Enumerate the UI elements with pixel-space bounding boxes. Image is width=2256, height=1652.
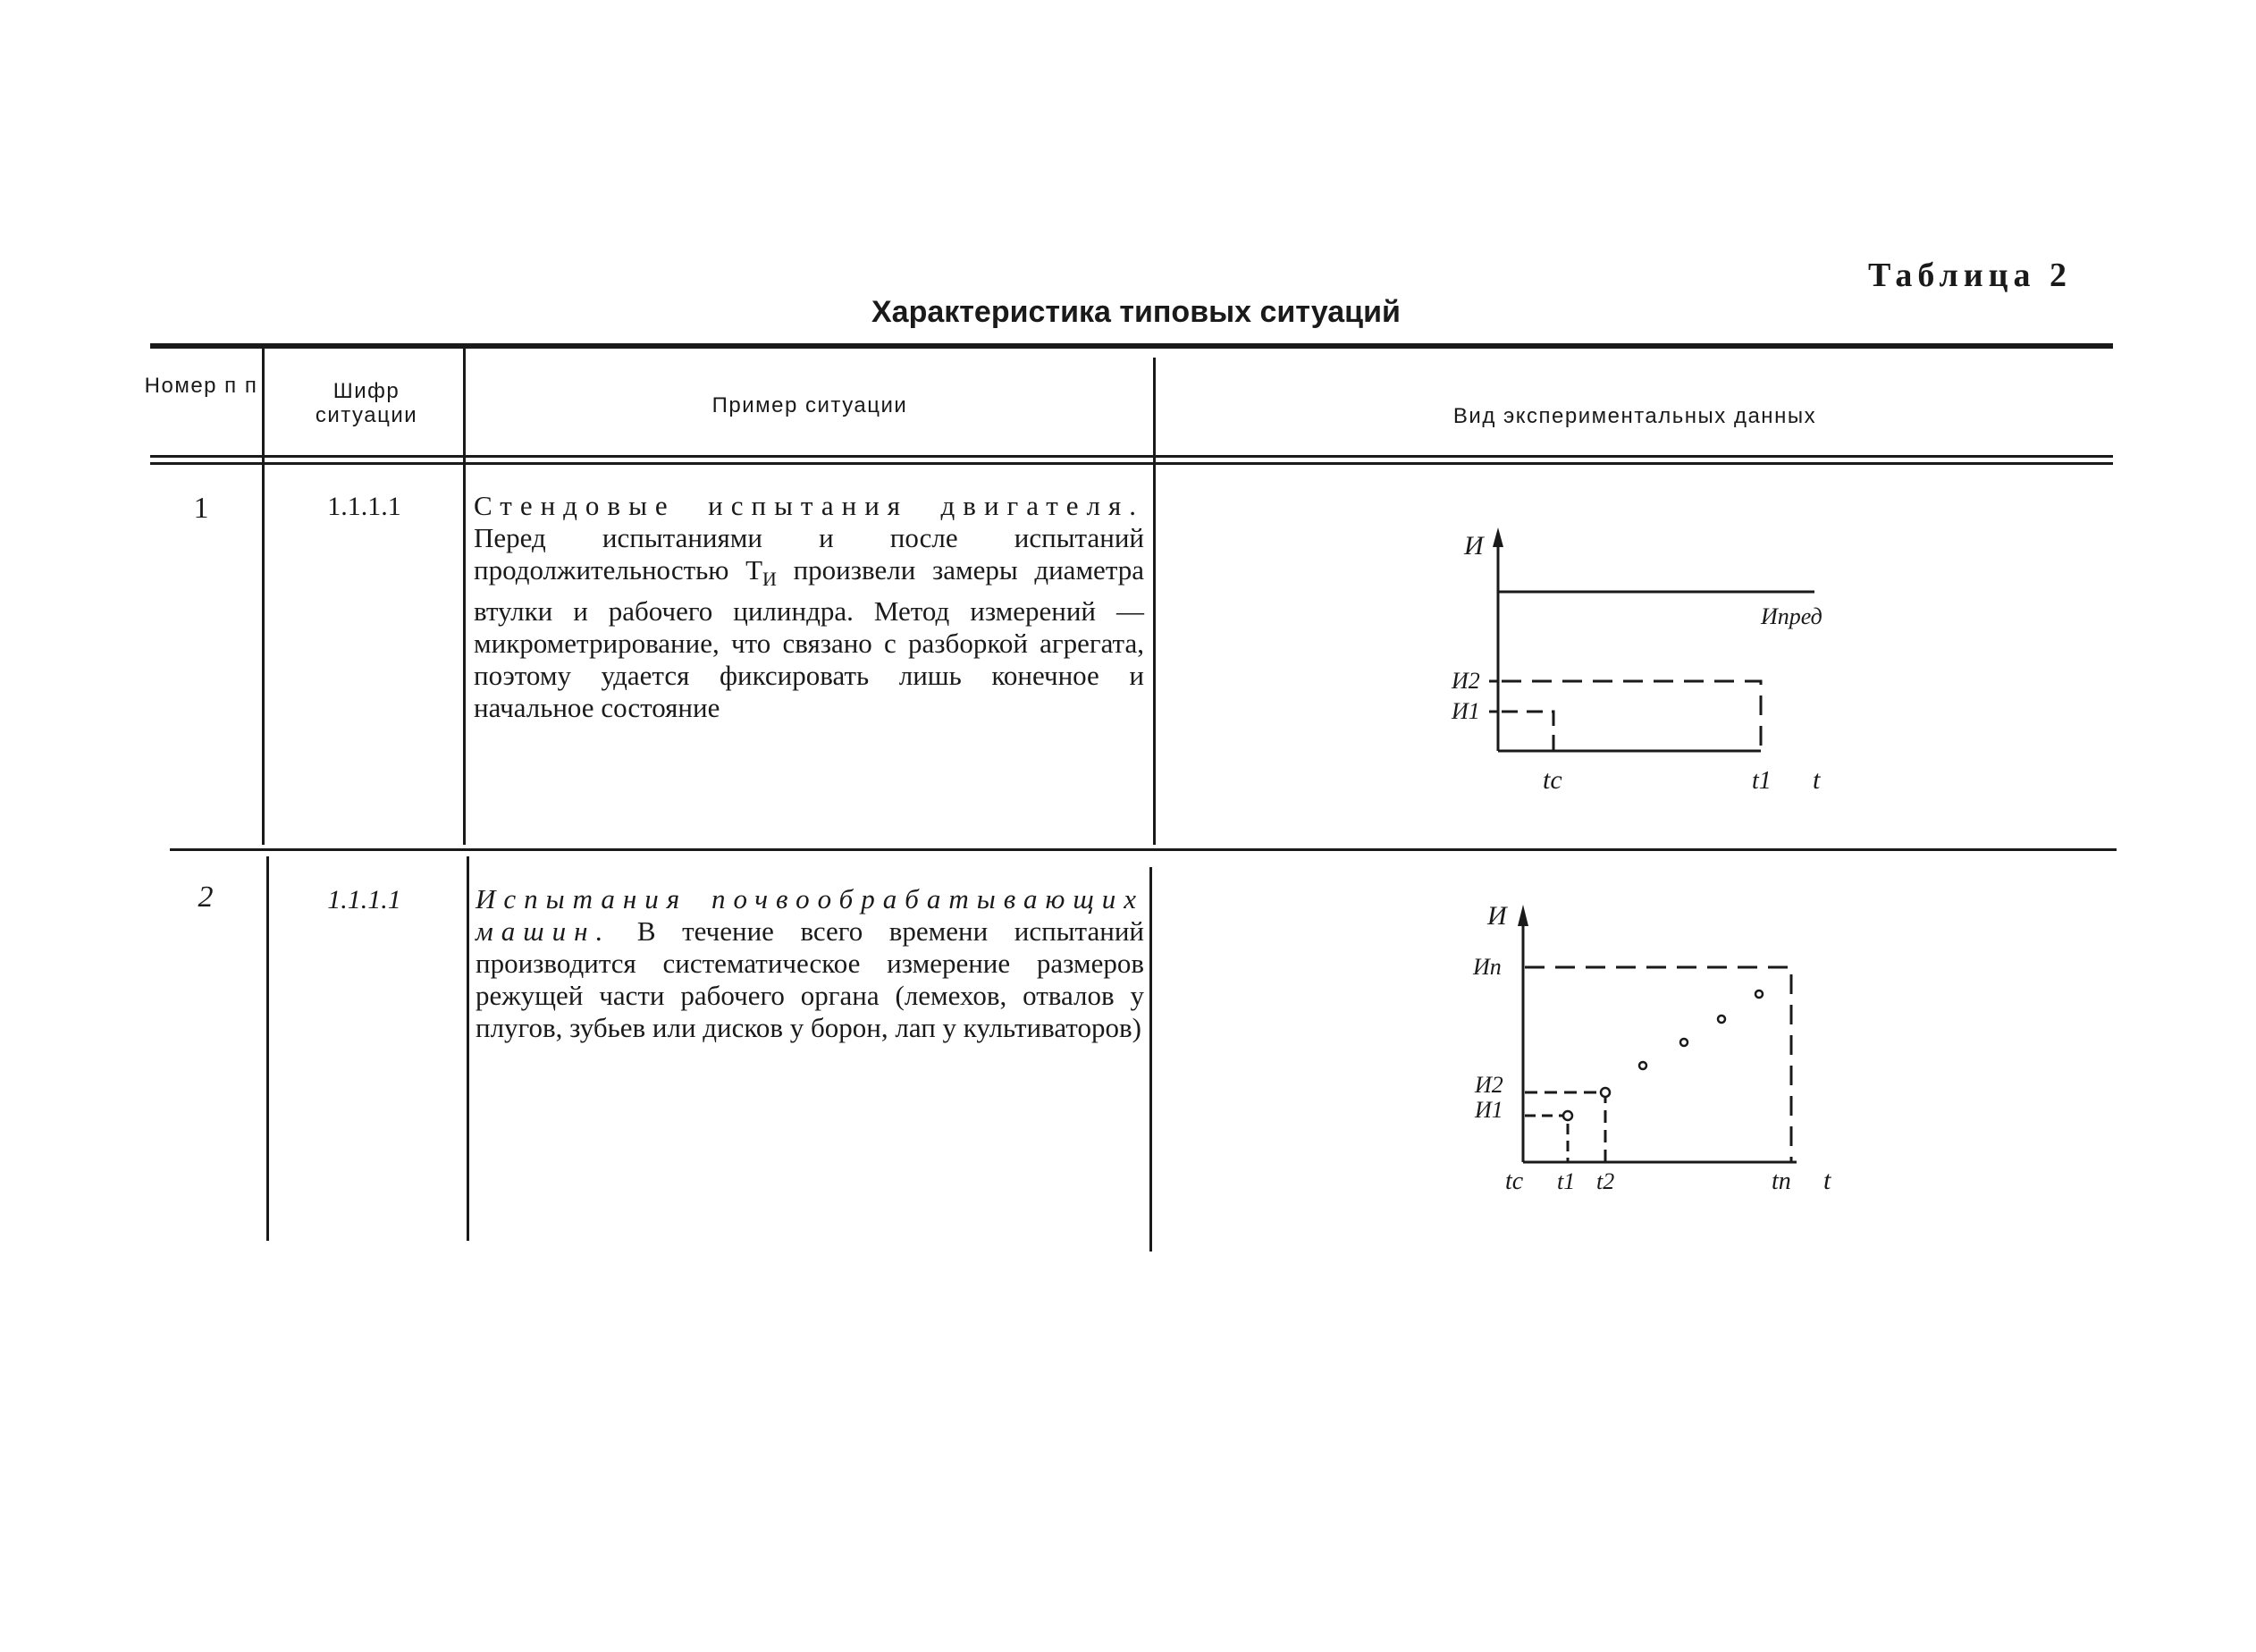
row-2-y2-label: И2 [1475, 1072, 1503, 1098]
row-1-y2-label: И2 [1452, 668, 1480, 694]
col-divider-3 [1153, 358, 1156, 845]
header-number-text: Номер п п [144, 374, 258, 398]
col-divider-2 [463, 349, 466, 845]
row-1-t1-label: t1 [1752, 767, 1772, 795]
row-2-yn-label: Иn [1473, 954, 1502, 980]
row-2-x-label: t [1823, 1166, 1831, 1195]
row-2-point-1 [1563, 1111, 1572, 1120]
row-1-limit-label: Ипред [1761, 603, 1822, 629]
row-1-code: 1.1.1.1 [327, 492, 401, 521]
row-2-y-arrow [1518, 905, 1528, 926]
row-1-description [474, 490, 1144, 724]
row-1-title: Стендовые испытания двигателя. [474, 490, 1144, 521]
row-1-level-2-dashed [1502, 681, 1761, 751]
table-title: Характеристика типовых ситуаций [871, 295, 1401, 329]
row-1-number: 1 [193, 492, 209, 525]
row-2-number: 2 [198, 881, 214, 914]
row-1-y-arrow [1493, 527, 1503, 547]
header-example: Пример ситуации [711, 393, 908, 417]
row-1-text: Перед испытаниями и после испытаний продолжительностью T [474, 522, 1144, 586]
row-2-point-3 [1639, 1062, 1646, 1069]
table-label: Таблица 2 [1868, 257, 2073, 294]
row-2-title: Испытания почвообрабатывающих машин. [476, 883, 1144, 947]
row-2-t0-label: tc [1505, 1167, 1524, 1195]
row-1-diagram [1430, 527, 1859, 805]
row-2-y1-label: И1 [1475, 1097, 1503, 1123]
row-2-t2-label: t2 [1596, 1168, 1615, 1194]
header-bottom-rule-2 [150, 462, 2113, 465]
table-top-rule [150, 343, 2113, 349]
row-1-y1-label: И1 [1452, 698, 1480, 724]
row-2-text: В течение всего времени испытаний производится систематическое измерение размеров режущей части рабочего органа (лемехов, отвалов у плугов, зубьев или дисков у борон, лап у культиваторов) [476, 915, 1144, 1043]
row-1-y-label: И [1464, 531, 1484, 560]
col-divider-2b [467, 856, 469, 1241]
row-2-diagram [1448, 894, 1859, 1207]
row-1-level-1-dashed [1502, 712, 1553, 751]
header-data-view: Вид экспериментальных данных [1452, 404, 1817, 428]
header-number [143, 374, 259, 398]
row-2-y-label: И [1487, 901, 1507, 931]
row-1-text-after: произвели замеры диаметра втулки и рабочего цилиндра. Метод измерений — микрометрирование, что связано с разборкой агрегата, поэтому удается фиксировать лишь конечное и начальное состояние [474, 554, 1145, 724]
row-2-level-n-dashed [1525, 967, 1791, 1162]
row-2-level-2-dashed [1525, 1092, 1605, 1162]
col-divider-3b [1149, 867, 1152, 1252]
row-2-code: 1.1.1.1 [327, 885, 401, 914]
row-2-point-6 [1755, 990, 1763, 998]
row-2-point-4 [1680, 1039, 1688, 1046]
row-2-level-1-dashed [1525, 1116, 1568, 1162]
row-1-t0-label: tc [1543, 765, 1562, 795]
row-1-x-label: t [1813, 765, 1821, 795]
header-code [295, 379, 438, 427]
row-1-subscript: И [762, 568, 777, 591]
header-code-text: Шифр ситуации [315, 379, 418, 427]
row-2-point-2 [1601, 1088, 1610, 1097]
row-2-t1-label: t1 [1557, 1168, 1576, 1194]
row-2-description [476, 883, 1144, 1044]
row-divider [170, 848, 2117, 851]
row-2-tn-label: tn [1772, 1167, 1791, 1195]
header-bottom-rule [150, 455, 2113, 458]
col-divider-1 [262, 349, 265, 845]
row-2-point-5 [1718, 1016, 1725, 1023]
